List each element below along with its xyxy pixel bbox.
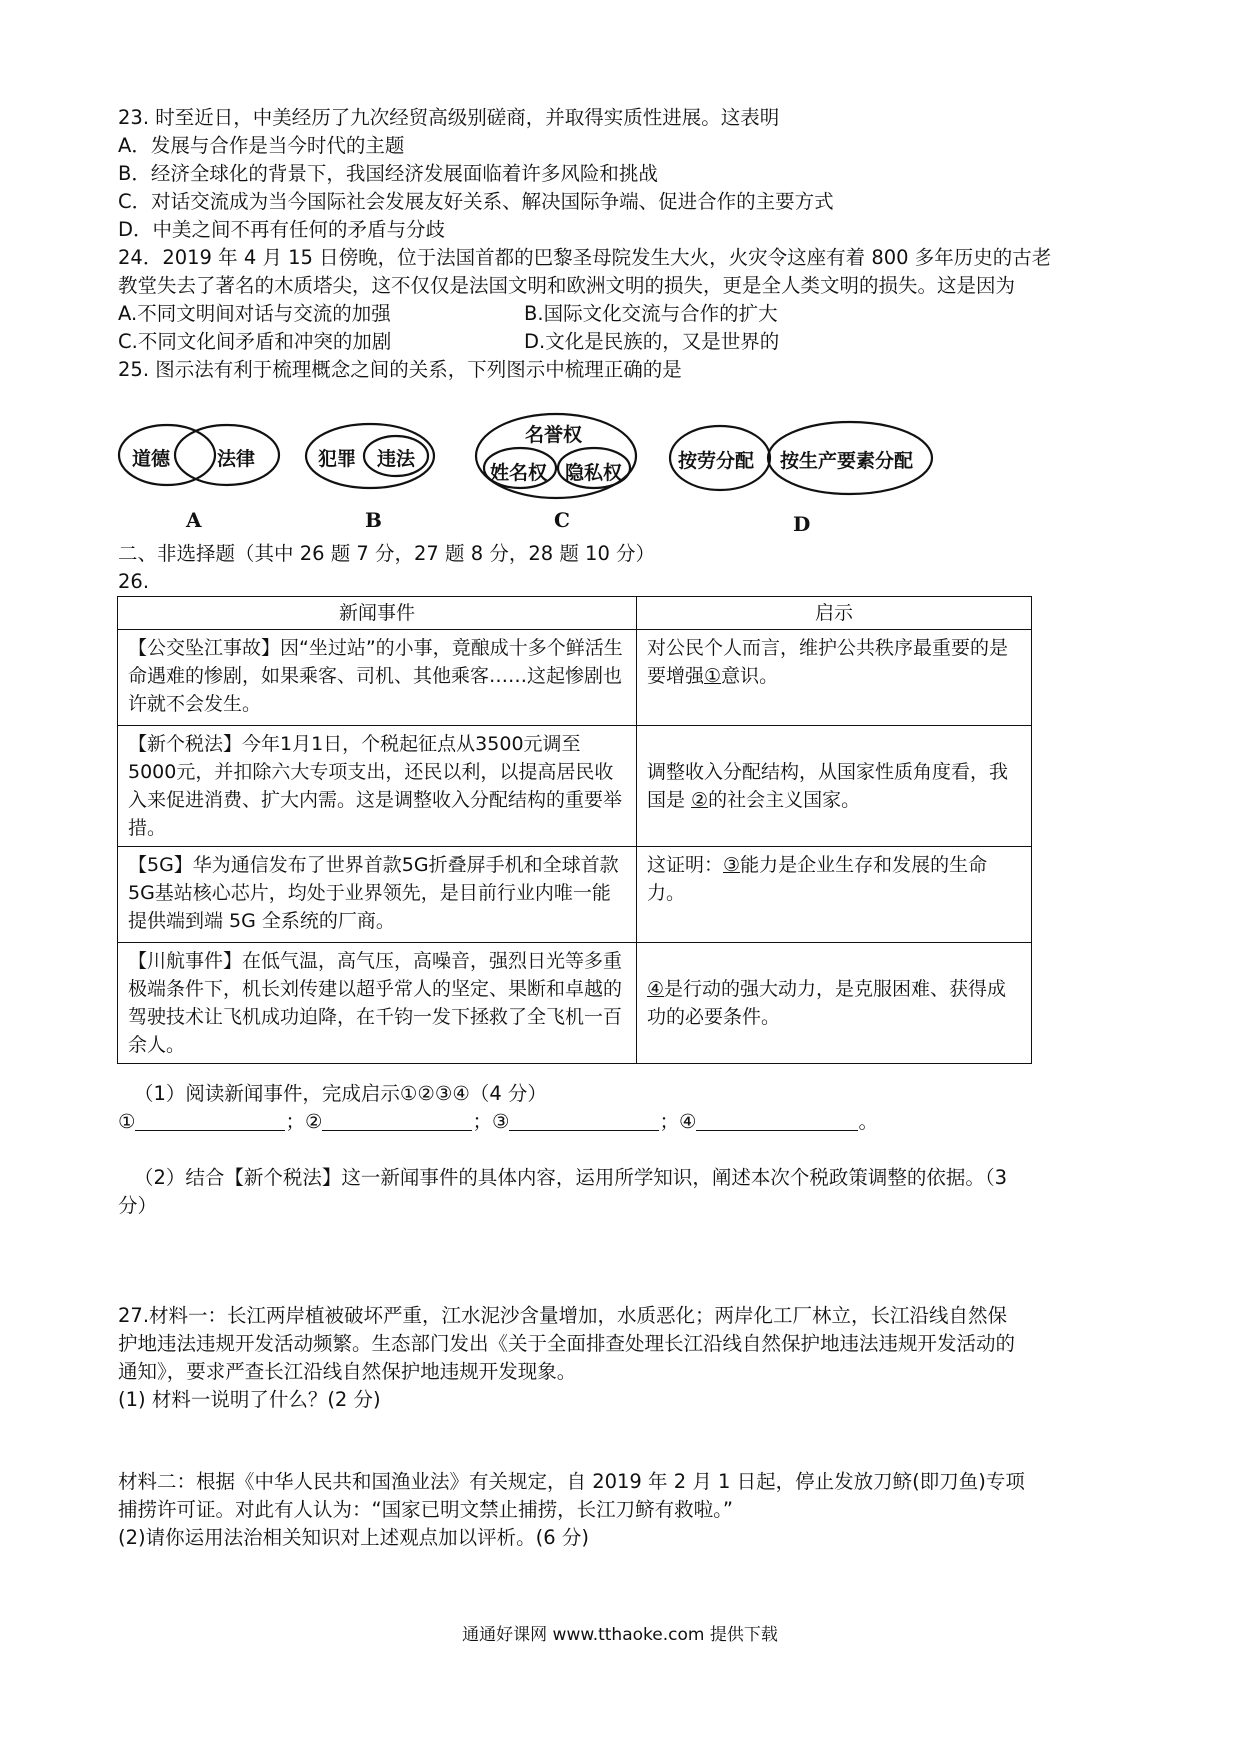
diagram-c-right-label: 隐私权 — [565, 462, 623, 484]
insight-mark: ① — [704, 665, 722, 687]
q24-stem-line1: 24．2019 年 4 月 15 日傍晚，位于法国首都的巴黎圣母院发生大火，火灾令这座有着 800 多年历史的古老 — [118, 246, 1052, 269]
event-cell: 【川航事件】在低气温，高气压，高噪音，强烈日光等多重极端条件下，机长刘传建以超乎常人的坚定、果断和卓越的驾驶技术让飞机成功迫降，在千钧一发下拯救了全飞机一百余人。 — [118, 943, 637, 1064]
q24-option-d: D.文化是民族的，又是世界的 — [524, 330, 780, 353]
diagram-c-letter: C — [554, 508, 570, 532]
blank-sep: ； — [285, 1110, 305, 1133]
q26-number: 26. — [118, 570, 150, 593]
q23-option-a: A．发展与合作是当今时代的主题 — [118, 134, 405, 157]
table-row — [118, 726, 1032, 847]
insight-text: 这证明： — [647, 854, 724, 876]
section-2-heading: 二、非选择题（其中 26 题 7 分，27 题 8 分，28 题 10 分） — [118, 542, 656, 565]
blank-sep: ； — [659, 1110, 679, 1133]
diagram-d-letter: D — [793, 512, 811, 536]
q23-stem: 23. 时至近日，中美经历了九次经贸高级别磋商，并取得实质性进展。这表明 — [118, 106, 780, 129]
table-row — [118, 630, 1032, 726]
blank-mark-1: ① — [118, 1110, 136, 1133]
table-row — [118, 943, 1032, 1064]
q27-material1-line2: 护地违法违规开发活动频繁。生态部门发出《关于全面排查处理长江沿线自然保护地违法违规开发活动的 — [118, 1332, 1016, 1355]
footer-source: 通通好课网 www.tthaoke.com 提供下载 — [462, 1625, 778, 1645]
diagram-b-letter: B — [365, 508, 382, 532]
q23-option-b: B．经济全球化的背景下，我国经济发展面临着许多风险和挑战 — [118, 162, 658, 185]
q26-answer-blanks — [118, 1108, 878, 1136]
q23-option-d: D．中美之间不再有任何的矛盾与分歧 — [118, 218, 446, 241]
table-header-row — [118, 597, 1032, 630]
diagram-a-letter: A — [186, 508, 202, 532]
answer-blank-2[interactable] — [322, 1110, 472, 1131]
header-insight: 启示 — [637, 597, 1032, 630]
table-row — [118, 847, 1032, 943]
diagram-d-left-label: 按劳分配 — [678, 450, 755, 472]
insight-mark: ② — [691, 789, 709, 811]
diagram-c-outer-label: 名誉权 — [525, 424, 583, 446]
event-cell: 【新个税法】今年1月1日，个税起征点从3500元调至5000元，并扣除六大专项支出，还民以利，以提高居民收入来促进消费、扩大内需。这是调整收入分配结构的重要举措。 — [118, 726, 637, 847]
q27-material2-line1: 材料二：根据《中华人民共和国渔业法》有关规定，自 2019 年 2 月 1 日起，停止发放刀鲚(即刀鱼)专项 — [118, 1470, 1025, 1493]
q24-option-c: C.不同文化间矛盾和冲突的加剧 — [118, 330, 392, 353]
q24-option-b: B.国际文化交流与合作的扩大 — [524, 302, 778, 325]
blank-end: 。 — [858, 1110, 878, 1133]
diagram-c-left-label: 姓名权 — [490, 462, 548, 484]
diagram-a-right-label: 法律 — [217, 448, 256, 470]
q25-stem: 25. 图示法有利于梳理概念之间的关系，下列图示中梳理正确的是 — [118, 358, 682, 381]
blank-mark-3: ③ — [492, 1110, 510, 1133]
answer-blank-4[interactable] — [696, 1110, 858, 1131]
insight-cell — [637, 726, 1032, 847]
diagram-b-inner-label: 违法 — [377, 448, 416, 470]
insight-text: 对公民个人而言，维护公共秩序最重要的是要增强 — [647, 637, 1009, 687]
insight-cell — [637, 847, 1032, 943]
q27-material1-line3: 通知》，要求严查长江沿线自然保护地违规开发现象。 — [118, 1360, 577, 1383]
header-news-event: 新闻事件 — [118, 597, 637, 630]
q27-material1-line1: 27.材料一：长江两岸植被破坏严重，江水泥沙含量增加，水质恶化；两岸化工厂林立，长江沿线自然保 — [118, 1304, 1008, 1327]
blank-mark-2: ② — [305, 1110, 323, 1133]
insight-text-end: 的社会主义国家。 — [708, 789, 861, 811]
insight-text-end: 能力是企业生存和发展的生命力。 — [647, 854, 988, 904]
event-cell: 【5G】华为通信发布了世界首款5G折叠屏手机和全球首款5G基站核心芯片，均处于业界领先，是目前行业内唯一能提供端到端 5G 全系统的厂商。 — [118, 847, 637, 943]
blank-sep: ； — [472, 1110, 492, 1133]
blank-mark-4: ④ — [679, 1110, 697, 1133]
q26-sub2-line1: （2）结合【新个税法】这一新闻事件的具体内容，运用所学知识，阐述本次个税政策调整的依据。（3 — [134, 1166, 1008, 1189]
insight-mark: ④ — [647, 978, 665, 1000]
answer-blank-1[interactable] — [135, 1110, 285, 1131]
insight-cell — [637, 943, 1032, 1064]
diagram-a-left-label: 道德 — [132, 448, 171, 470]
q24-stem-line2: 教堂失去了著名的木质塔尖，这不仅仅是法国文明和欧洲文明的损失，更是全人类文明的损失。这是因为 — [118, 274, 1016, 297]
q27-material2-line2: 捕捞许可证。对此有人认为：“国家已明文禁止捕捞，长江刀鲚有救啦。” — [118, 1498, 733, 1521]
answer-blank-3[interactable] — [509, 1110, 659, 1131]
insight-mark: ③ — [723, 854, 741, 876]
q26-sub1: （1）阅读新闻事件，完成启示①②③④（4 分） — [134, 1082, 547, 1105]
q23-option-c: C．对话交流成为当今国际社会发展友好关系、解决国际争端、促进合作的主要方式 — [118, 190, 834, 213]
q26-table — [117, 596, 1032, 1064]
insight-text-end: 意识。 — [721, 665, 779, 687]
q24-option-a: A.不同文明间对话与交流的加强 — [118, 302, 391, 325]
q26-sub2-line2: 分） — [118, 1194, 158, 1217]
diagram-b-outer-label: 犯罪 — [318, 448, 357, 470]
insight-cell — [637, 630, 1032, 726]
q27-sub2: (2)请你运用法治相关知识对上述观点加以评析。(6 分) — [118, 1526, 589, 1549]
diagram-d-right-label: 按生产要素分配 — [780, 450, 914, 472]
event-cell: 【公交坠江事故】因“坐过站”的小事，竟酿成十多个鲜活生命遇难的惨剧，如果乘客、司机、其他乘客……这起惨剧也许就不会发生。 — [118, 630, 637, 726]
insight-text: 调整收入分配结构，从国家性质角度看，我国是 — [647, 761, 1009, 811]
insight-text-end: 是行动的强大动力，是克服困难、获得成功的必要条件。 — [647, 978, 1007, 1028]
q27-sub1: (1) 材料一说明了什么？(2 分) — [118, 1388, 381, 1411]
